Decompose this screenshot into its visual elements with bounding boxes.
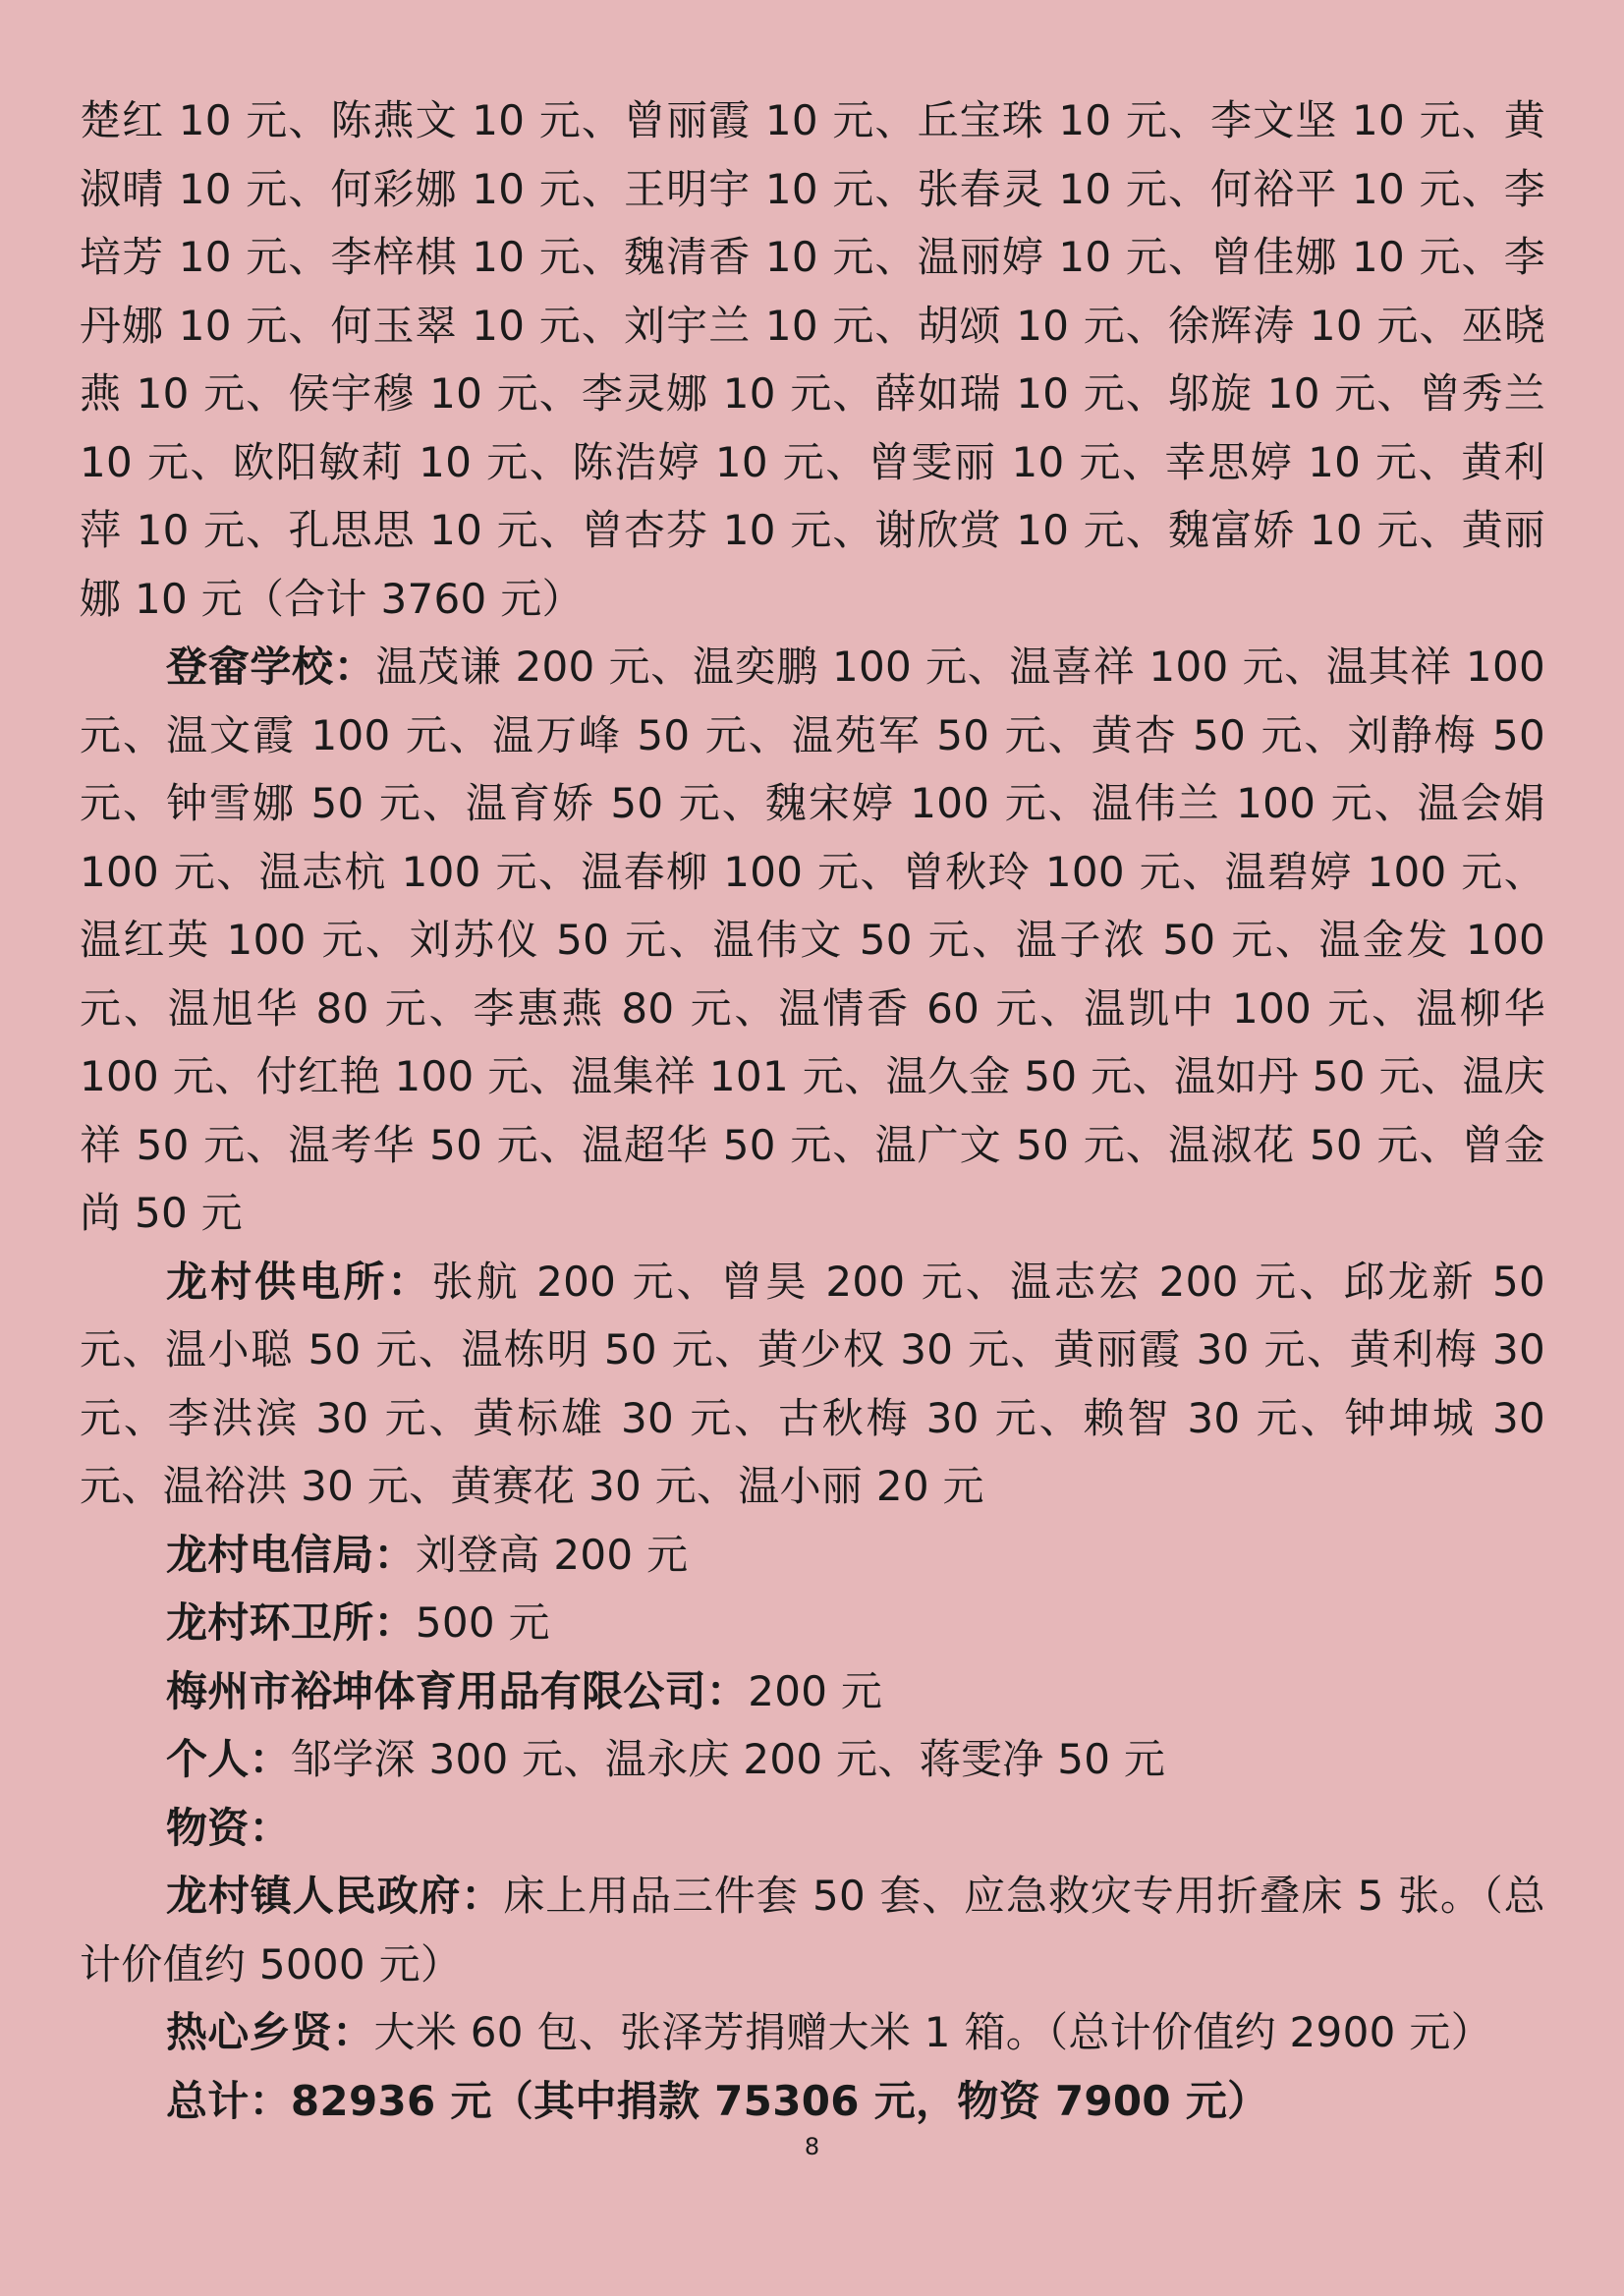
section-text: 床上用品三件套 50 套、应急救灾专用折叠床 5 张。（总计价值约 5000 元） [80,1872,1545,1988]
section-label: 龙村环卫所： [166,1598,416,1647]
section-individuals [80,1725,1545,1794]
section-text: 温茂谦 200 元、温奕鹏 100 元、温喜祥 100 元、温其祥 100 元、温文霞 100 元、温万峰 50 元、温苑军 50 元、黄杏 50 元、刘静梅 50 元、钟雪娜 50 元、温育娇 50 元、魏宋婷 100 元、温伟兰 100 元、温会娟 100 元、温志杭 100 元、温春柳 100 元、曾秋玲 100 元、温碧婷 100 元、温红英 100 元、刘苏仪 50 元、温伟文 50 元、温子浓 50 元、温金发 100 元、温旭华 80 元、李惠燕 80 元、温情香 60 元、温凯中 100 元、温柳华 100 元、付红艳 100 元、温集祥 101 元、温久金 50 元、温如丹 50 元、温庆祥 50 元、温考华 50 元、温超华 50 元、温广文 50 元、温淑花 50 元、曾金尚 50 元 [80,643,1545,1237]
section-town-government [80,1862,1545,1998]
section-yukun-sports-company [80,1657,1545,1726]
section-label: 梅州市裕坤体育用品有限公司： [166,1666,749,1715]
document-body [80,86,1545,2135]
section-text: 大米 60 包、张泽芳捐赠大米 1 箱。（总计价值约 2900 元） [373,2008,1492,2056]
section-text: 200 元 [748,1666,883,1715]
section-text: 刘登高 200 元 [415,1530,689,1579]
section-longcun-power-station [80,1248,1545,1521]
section-label: 物资： [166,1803,291,1852]
section-label: 龙村电信局： [166,1530,416,1579]
page-number: 8 [804,2133,820,2160]
section-text: 500 元 [415,1598,550,1647]
section-text: 张航 200 元、曾昊 200 元、温志宏 200 元、邱龙新 50 元、温小聪 50 元、温栋明 50 元、黄少权 30 元、黄丽霞 30 元、黄利梅 30 元、李洪滨 30 元、黄标雄 30 元、古秋梅 30 元、赖智 30 元、钟坤城 30 元、温裕洪 30 元、黄赛花 30 元、温小丽 20 元 [80,1257,1545,1510]
section-label: 个人： [166,1735,291,1783]
donor-list-continuation: 楚红 10 元、陈燕文 10 元、曾丽霞 10 元、丘宝珠 10 元、李文坚 10 元、黄淑晴 10 元、何彩娜 10 元、王明宇 10 元、张春灵 10 元、何裕平 10 元、李培芳 10 元、李梓棋 10 元、魏清香 10 元、温丽婷 10 元、曾佳娜 10 元、李丹娜 10 元、何玉翠 10 元、刘宇兰 10 元、胡颂 10 元、徐辉涛 10 元、巫晓燕 10 元、侯宇穆 10 元、李灵娜 10 元、薛如瑞 10 元、邬旋 10 元、曾秀兰 10 元、欧阳敏莉 10 元、陈浩婷 10 元、曾雯丽 10 元、幸思婷 10 元、黄利萍 10 元、孔思思 10 元、曾杏芬 10 元、谢欣赏 10 元、魏富娇 10 元、黄丽娜 10 元（合计 3760 元） [80,96,1545,623]
section-text: 邹学深 300 元、温永庆 200 元、蒋雯净 50 元 [290,1735,1166,1783]
section-label: 龙村镇人民政府： [166,1872,504,1920]
section-dengshe-school [80,633,1545,1248]
section-label: 龙村供电所： [166,1257,432,1306]
section-longcun-telecom [80,1521,1545,1590]
section-longcun-sanitation [80,1589,1545,1657]
section-label: 热心乡贤： [166,2008,374,2056]
section-local-gentry [80,1998,1545,2067]
section-materials-heading [80,1794,1545,1863]
section-label: 登畲学校： [166,643,376,691]
grand-total: 总计：82936 元（其中捐款 75306 元，物资 7900 元） [166,2076,1269,2125]
